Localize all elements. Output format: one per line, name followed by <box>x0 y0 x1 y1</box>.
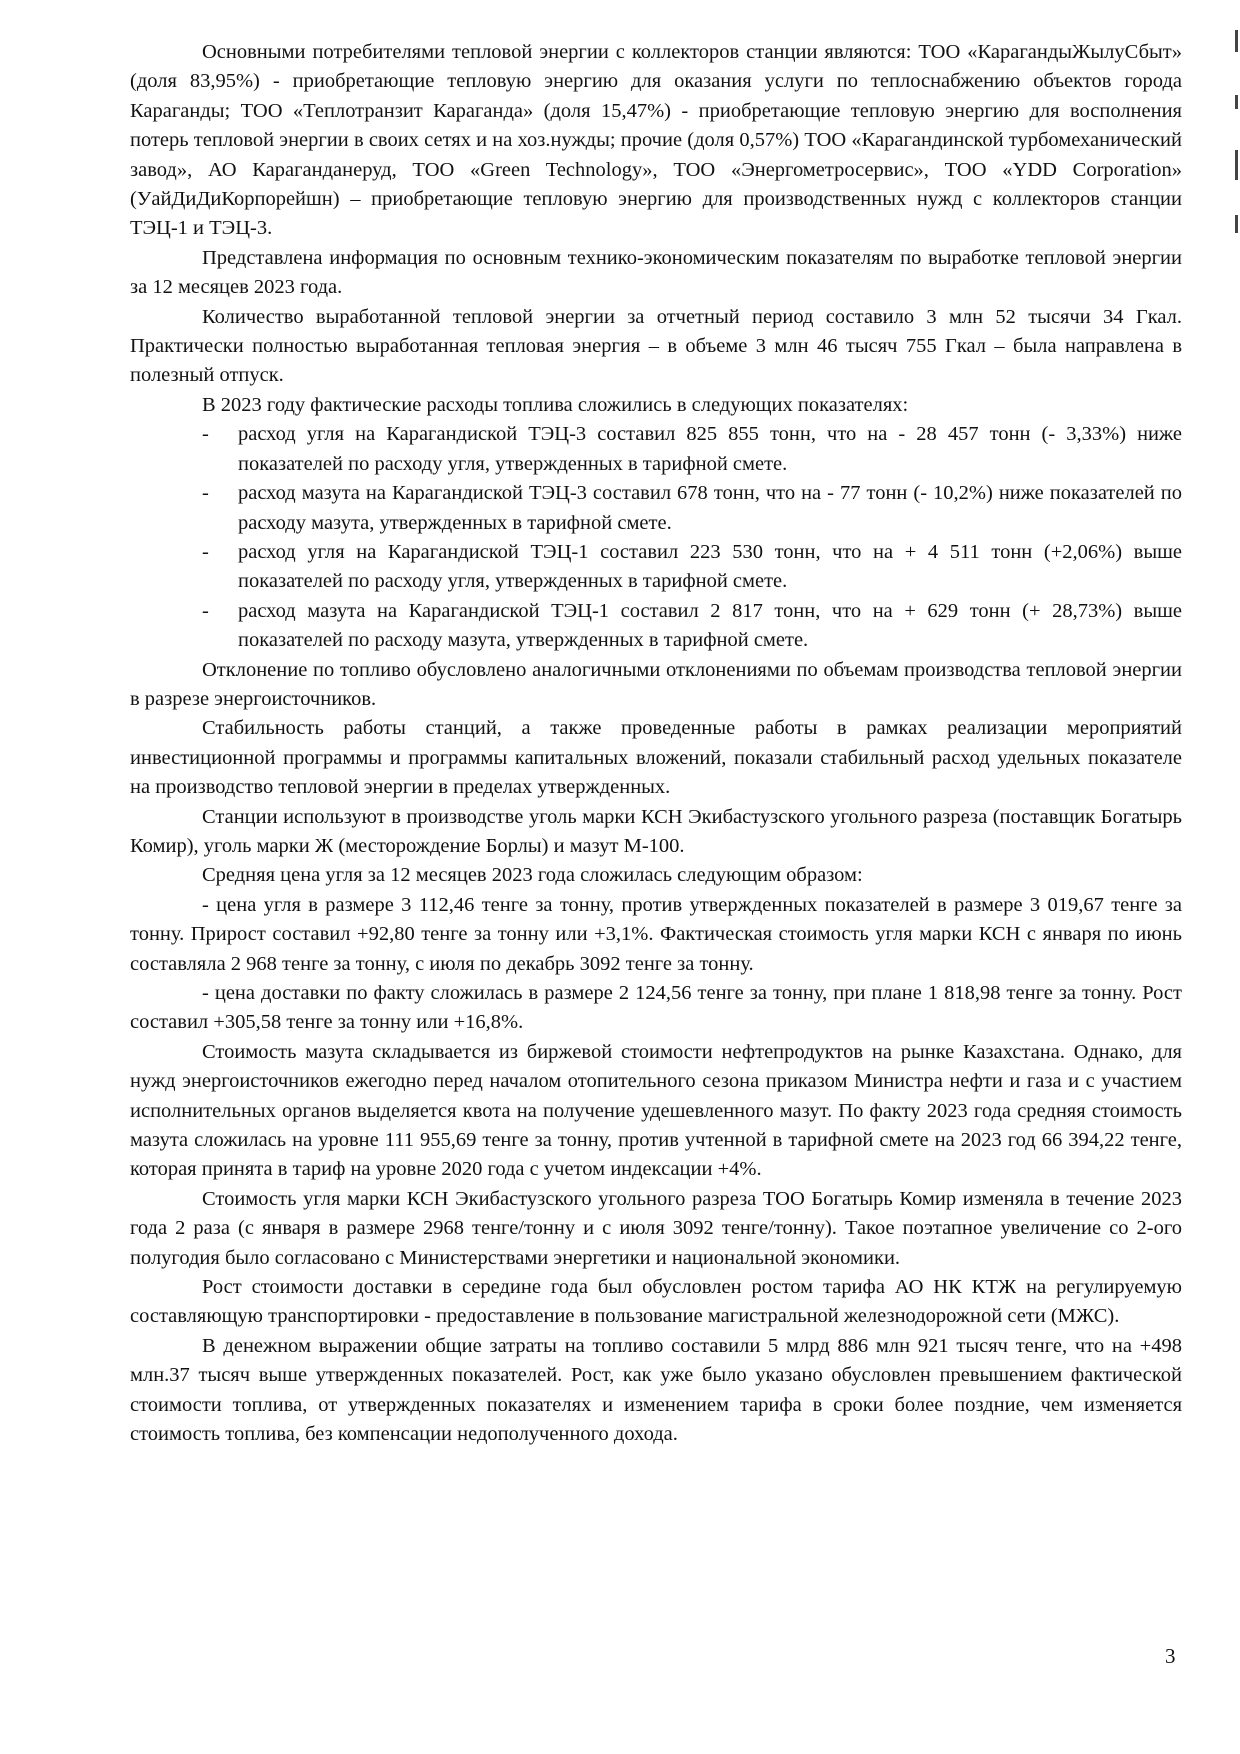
document-body <box>130 38 1182 1450</box>
paragraph-delivery-price: - цена доставки по факту сложилась в размере 2 124,56 тенге за тонну, при плане 1 818,98 тенге за тонну. Рост составил +305,58 тенге за тонну или +16,8%. <box>130 982 1182 1034</box>
paragraph-fuel-oil-cost: Стоимость мазута складывается из биржевой стоимости нефтепродуктов на рынке Казахстана. Однако, для нужд энергоисточников ежегодно перед началом отопительного сезона приказом Министра нефти и газа и с участием исполнительных органов выделяется квота на получение удешевленного мазут. По факту 2023 года средняя стоимость мазута сложилась на уровне 111 955,69 тенге за тонну, против учтенной в тарифной смете на 2023 год 66 394,22 тенге, которая принята в тариф на уровне 2020 года с учетом индексации +4%. <box>130 1040 1182 1181</box>
paragraph-delivery-growth: Рост стоимости доставки в середине года был обусловлен ростом тарифа АО НК КТЖ на регулируемую составляющую транспортировки - предоставление в пользование магистральной железнодорожной сети (МЖС). <box>130 1276 1182 1328</box>
bullet-dash: - <box>202 599 209 622</box>
list-item <box>130 479 1182 538</box>
bullet-dash: - <box>202 482 209 505</box>
paragraph-coal-price-intro: Средняя цена угля за 12 месяцев 2023 года сложилась следующим образом: <box>202 864 863 887</box>
bullet-dash: - <box>202 540 209 563</box>
list-item-text: расход мазута на Карагандиской ТЭЦ-1 составил 2 817 тонн, что на + 629 тонн (+ 28,73%) выше показателей по расходу мазута, утвержденных в тарифной смете. <box>238 599 1182 652</box>
list-item <box>130 420 1182 479</box>
paragraph-fuel-intro: В 2023 году фактические расходы топлива сложились в следующих показателях: <box>202 393 909 416</box>
scan-edge-mark <box>1235 30 1238 52</box>
paragraph-coal-price: - цена угля в размере 3 112,46 тенге за тонну, против утвержденных показателей в размере 3 019,67 тенге за тонну. Прирост составил +92,80 тенге за тонну или +3,1%. Фактическая стоимость угля марки КСН с января по июнь составляла 2 968 тенге за тонну, с июля по декабрь 3092 тенге за тонну. <box>130 893 1182 975</box>
scan-edge-mark <box>1235 95 1238 109</box>
list-item-text: расход угля на Карагандиской ТЭЦ-3 составил 825 855 тонн, что на - 28 457 тонн (- 3,33%) ниже показателей по расходу угля, утвержденных в тарифной смете. <box>238 423 1182 475</box>
scan-edge-mark <box>1235 215 1238 233</box>
paragraph-total-costs: В денежном выражении общие затраты на топливо составили 5 млрд 886 млн 921 тысяч тенге, что на +498 млн.37 тысяч выше утвержденных показателей. Рост, как уже было указано обусловлен превышением фактической стоимости топлива, от утвержденных показателях и изменением тарифа в сроки более поздние, чем изменяется стоимость топлива, без компенсации недополученного дохода. <box>130 1334 1182 1446</box>
paragraph-ksn-coal-cost: Стоимость угля марки КСН Экибастузского угольного разреза ТОО Богатырь Комир изменяла в течение 2023 года 2 раза (с января в размере 2968 тенге/тонну и с июля 3092 тенге/тонну). Такое поэтапное увеличение со 2-ого полугодия было согласовано с Министерствами энергетики и национальной экономики. <box>130 1187 1182 1269</box>
bullet-dash: - <box>202 423 209 446</box>
paragraph-indicators-intro: Представлена информация по основным технико-экономическим показателям по выработке тепловой энергии за 12 месяцев 2023 года. <box>130 246 1182 299</box>
list-item-text: расход мазута на Карагандиской ТЭЦ-3 составил 678 тонн, что на - 77 тонн (- 10,2%) ниже показателей по расходу мазута, утвержденных в тарифной смете. <box>238 482 1182 534</box>
paragraph-deviation: Отклонение по топливо обусловлено аналогичными отклонениями по объемам производства тепловой энергии в разрезе энергоисточников. <box>130 658 1182 710</box>
list-item <box>130 597 1182 656</box>
scan-edge-mark <box>1235 150 1238 180</box>
page-number: 3 <box>1165 1644 1176 1668</box>
list-item <box>130 538 1182 597</box>
paragraph-coal-types: Станции используют в производстве уголь марки КСН Экибастузского угольного разреза (поставщик Богатырь Комир), уголь марки Ж (месторождение Борлы) и мазут М-100. <box>130 805 1182 857</box>
paragraph-consumers: Основными потребителями тепловой энергии с коллекторов станции являются: ТОО «КарагандыЖылуСбыт» (доля 83,95%) - приобретающие тепловую энергию для оказания услуги по теплоснабжению объектов города Караганды; ТОО «Теплотранзит Караганда» (доля 15,47%) - приобретающие тепловую энергию для восполнения потерь тепловой энергии в своих сетях и на хоз.нужды; прочие (доля 0,57%) ТОО «Карагандинской турбомеханический завод», АО Карагандaнеруд, ТОО «Green Technology», ТОО «Энергометросервис», ТОО «YDD Corporation» (УайДиДиКорпорейшн) – приобретающие тепловую энергию для производственных нужд с коллекторов станции ТЭЦ-1 и ТЭЦ-3. <box>130 41 1182 240</box>
paragraph-stability: Стабильность работы станций, а также проведенные работы в рамках реализации мероприятий инвестиционной программы и программы капитальных вложений, показали стабильный расход удельных показателе на производство тепловой энергии в пределах утвержденных. <box>130 717 1182 799</box>
fuel-consumption-list <box>130 420 1182 655</box>
list-item-text: расход угля на Карагандиской ТЭЦ-1 составил 223 530 тонн, что на + 4 511 тонн (+2,06%) выше показателей по расходу угля, утвержденных в тарифной смете. <box>238 540 1182 593</box>
paragraph-heat-output: Количество выработанной тепловой энергии за отчетный период составило 3 млн 52 тысячи 34 Гкал. Практически полностью выработанная тепловая энергия – в объеме 3 млн 46 тысяч 755 Гкал – была направлена в полезный отпуск. <box>130 305 1182 387</box>
